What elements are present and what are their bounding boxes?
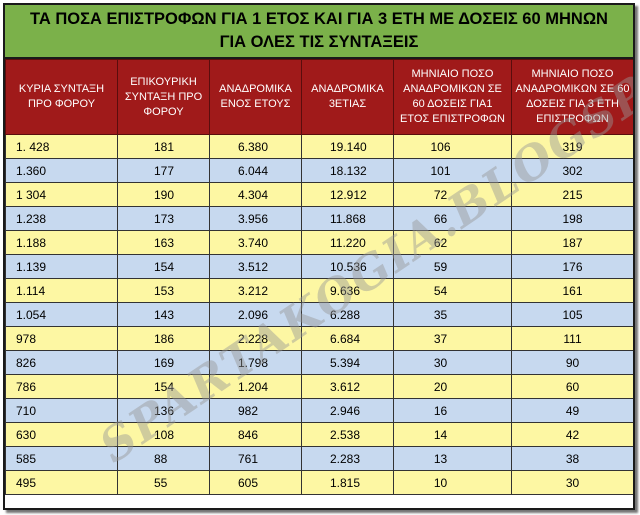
cell-auxiliary-pension: 88 [118,447,210,471]
table-frame [3,3,635,510]
cell-arrears-three-years: 6.288 [302,303,394,327]
table-row [6,375,634,399]
cell-main-pension: 495 [6,471,118,495]
cell-monthly-one-year: 59 [394,255,512,279]
cell-monthly-three-years: 161 [512,279,634,303]
cell-arrears-one-year: 1.798 [210,351,302,375]
cell-auxiliary-pension: 181 [118,135,210,159]
cell-monthly-three-years: 60 [512,375,634,399]
cell-arrears-three-years: 9.636 [302,279,394,303]
table-row [6,183,634,207]
cell-arrears-three-years: 11.220 [302,231,394,255]
cell-monthly-three-years: 90 [512,351,634,375]
cell-main-pension: 1.360 [6,159,118,183]
cell-arrears-one-year: 3.212 [210,279,302,303]
cell-arrears-three-years: 12.912 [302,183,394,207]
header-arrears-one-year: ΑΝΑΔΡΟΜΙΚΑ ΕΝΟΣ ΕΤΟΥΣ [210,60,302,135]
table-row [6,231,634,255]
cell-arrears-three-years: 2.946 [302,399,394,423]
cell-auxiliary-pension: 143 [118,303,210,327]
cell-main-pension: 978 [6,327,118,351]
cell-monthly-three-years: 198 [512,207,634,231]
cell-monthly-three-years: 105 [512,303,634,327]
cell-arrears-one-year: 3.956 [210,207,302,231]
cell-main-pension: 1.238 [6,207,118,231]
cell-main-pension: 1. 428 [6,135,118,159]
cell-auxiliary-pension: 153 [118,279,210,303]
cell-monthly-three-years: 30 [512,471,634,495]
cell-monthly-one-year: 62 [394,231,512,255]
cell-arrears-one-year: 2.228 [210,327,302,351]
cell-auxiliary-pension: 136 [118,399,210,423]
cell-arrears-three-years: 5.394 [302,351,394,375]
cell-auxiliary-pension: 108 [118,423,210,447]
cell-main-pension: 786 [6,375,118,399]
cell-monthly-one-year: 101 [394,159,512,183]
cell-auxiliary-pension: 169 [118,351,210,375]
cell-monthly-one-year: 35 [394,303,512,327]
table-row [6,279,634,303]
cell-monthly-one-year: 10 [394,471,512,495]
header-row [6,60,634,135]
cell-arrears-three-years: 18.132 [302,159,394,183]
cell-arrears-one-year: 6.380 [210,135,302,159]
cell-monthly-three-years: 302 [512,159,634,183]
table-row [6,159,634,183]
cell-monthly-one-year: 20 [394,375,512,399]
cell-arrears-one-year: 846 [210,423,302,447]
header-monthly-three-years: ΜΗΝΙΑΙΟ ΠΟΣΟ ΑΝΑΔΡΟΜΙΚΩΝ ΣΕ 60 ΔΟΣΕΙΣ ΓΙΑ 3 ΕΤΗ ΕΠΙΣΤΡΟΦΩΝ [512,60,634,135]
cell-arrears-one-year: 4.304 [210,183,302,207]
cell-monthly-one-year: 30 [394,351,512,375]
table-row [6,327,634,351]
table-row [6,303,634,327]
cell-arrears-three-years: 2.283 [302,447,394,471]
cell-arrears-one-year: 982 [210,399,302,423]
cell-arrears-three-years: 1.815 [302,471,394,495]
cell-arrears-three-years: 11.868 [302,207,394,231]
cell-main-pension: 1.139 [6,255,118,279]
cell-auxiliary-pension: 154 [118,255,210,279]
cell-auxiliary-pension: 177 [118,159,210,183]
cell-auxiliary-pension: 190 [118,183,210,207]
header-auxiliary-pension: ΕΠΙΚΟΥΡΙΚΗ ΣΥΝΤΑΞΗ ΠΡΟ ΦΟΡΟΥ [118,60,210,135]
header-monthly-one-year: ΜΗΝΙΑΙΟ ΠΟΣΟ ΑΝΑΔΡΟΜΙΚΩΝ ΣΕ 60 ΔΟΣΕΙΣ ΓΙΑ1 ΕΤΟΣ ΕΠΙΣΤΡΟΦΩΝ [394,60,512,135]
cell-auxiliary-pension: 154 [118,375,210,399]
cell-main-pension: 1.188 [6,231,118,255]
cell-arrears-one-year: 6.044 [210,159,302,183]
cell-main-pension: 1.114 [6,279,118,303]
cell-monthly-three-years: 49 [512,399,634,423]
cell-arrears-one-year: 3.512 [210,255,302,279]
cell-monthly-three-years: 215 [512,183,634,207]
cell-arrears-three-years: 6.684 [302,327,394,351]
cell-arrears-three-years: 2.538 [302,423,394,447]
cell-monthly-three-years: 42 [512,423,634,447]
cell-monthly-one-year: 72 [394,183,512,207]
cell-arrears-one-year: 761 [210,447,302,471]
cell-monthly-three-years: 187 [512,231,634,255]
pension-refund-table [5,59,634,495]
cell-auxiliary-pension: 163 [118,231,210,255]
cell-main-pension: 826 [6,351,118,375]
cell-monthly-one-year: 37 [394,327,512,351]
header-arrears-three-years: ΑΝΑΔΡΟΜΙΚΑ 3ΕΤΙΑΣ [302,60,394,135]
cell-arrears-one-year: 605 [210,471,302,495]
table-row [6,135,634,159]
table-row [6,351,634,375]
cell-monthly-one-year: 54 [394,279,512,303]
table-title: ΤΑ ΠΟΣΑ ΕΠΙΣΤΡΟΦΩΝ ΓΙΑ 1 ΕΤΟΣ ΚΑΙ ΓΙΑ 3 ΕΤΗ ΜΕ ΔΟΣΕΙΣ 60 ΜΗΝΩΝ ΓΙΑ ΟΛΕΣ ΤΙΣ ΣΥΝΤΑΞΕΙΣ [5,5,633,59]
cell-arrears-one-year: 2.096 [210,303,302,327]
cell-arrears-three-years: 3.612 [302,375,394,399]
cell-monthly-three-years: 319 [512,135,634,159]
cell-monthly-one-year: 13 [394,447,512,471]
table-row [6,255,634,279]
table-row [6,207,634,231]
cell-monthly-three-years: 176 [512,255,634,279]
cell-arrears-three-years: 10.536 [302,255,394,279]
cell-monthly-one-year: 14 [394,423,512,447]
cell-monthly-three-years: 38 [512,447,634,471]
cell-main-pension: 1.054 [6,303,118,327]
cell-main-pension: 585 [6,447,118,471]
cell-monthly-one-year: 106 [394,135,512,159]
cell-arrears-one-year: 3.740 [210,231,302,255]
cell-auxiliary-pension: 55 [118,471,210,495]
cell-monthly-one-year: 66 [394,207,512,231]
table-row [6,423,634,447]
cell-auxiliary-pension: 186 [118,327,210,351]
cell-auxiliary-pension: 173 [118,207,210,231]
cell-monthly-one-year: 16 [394,399,512,423]
cell-main-pension: 1 304 [6,183,118,207]
header-main-pension: ΚΥΡΙΑ ΣΥΝΤΑΞΗ ΠΡΟ ΦΟΡΟΥ [6,60,118,135]
cell-arrears-three-years: 19.140 [302,135,394,159]
cell-main-pension: 710 [6,399,118,423]
table-row [6,399,634,423]
cell-main-pension: 630 [6,423,118,447]
cell-monthly-three-years: 111 [512,327,634,351]
table-row [6,447,634,471]
cell-arrears-one-year: 1.204 [210,375,302,399]
table-row [6,471,634,495]
